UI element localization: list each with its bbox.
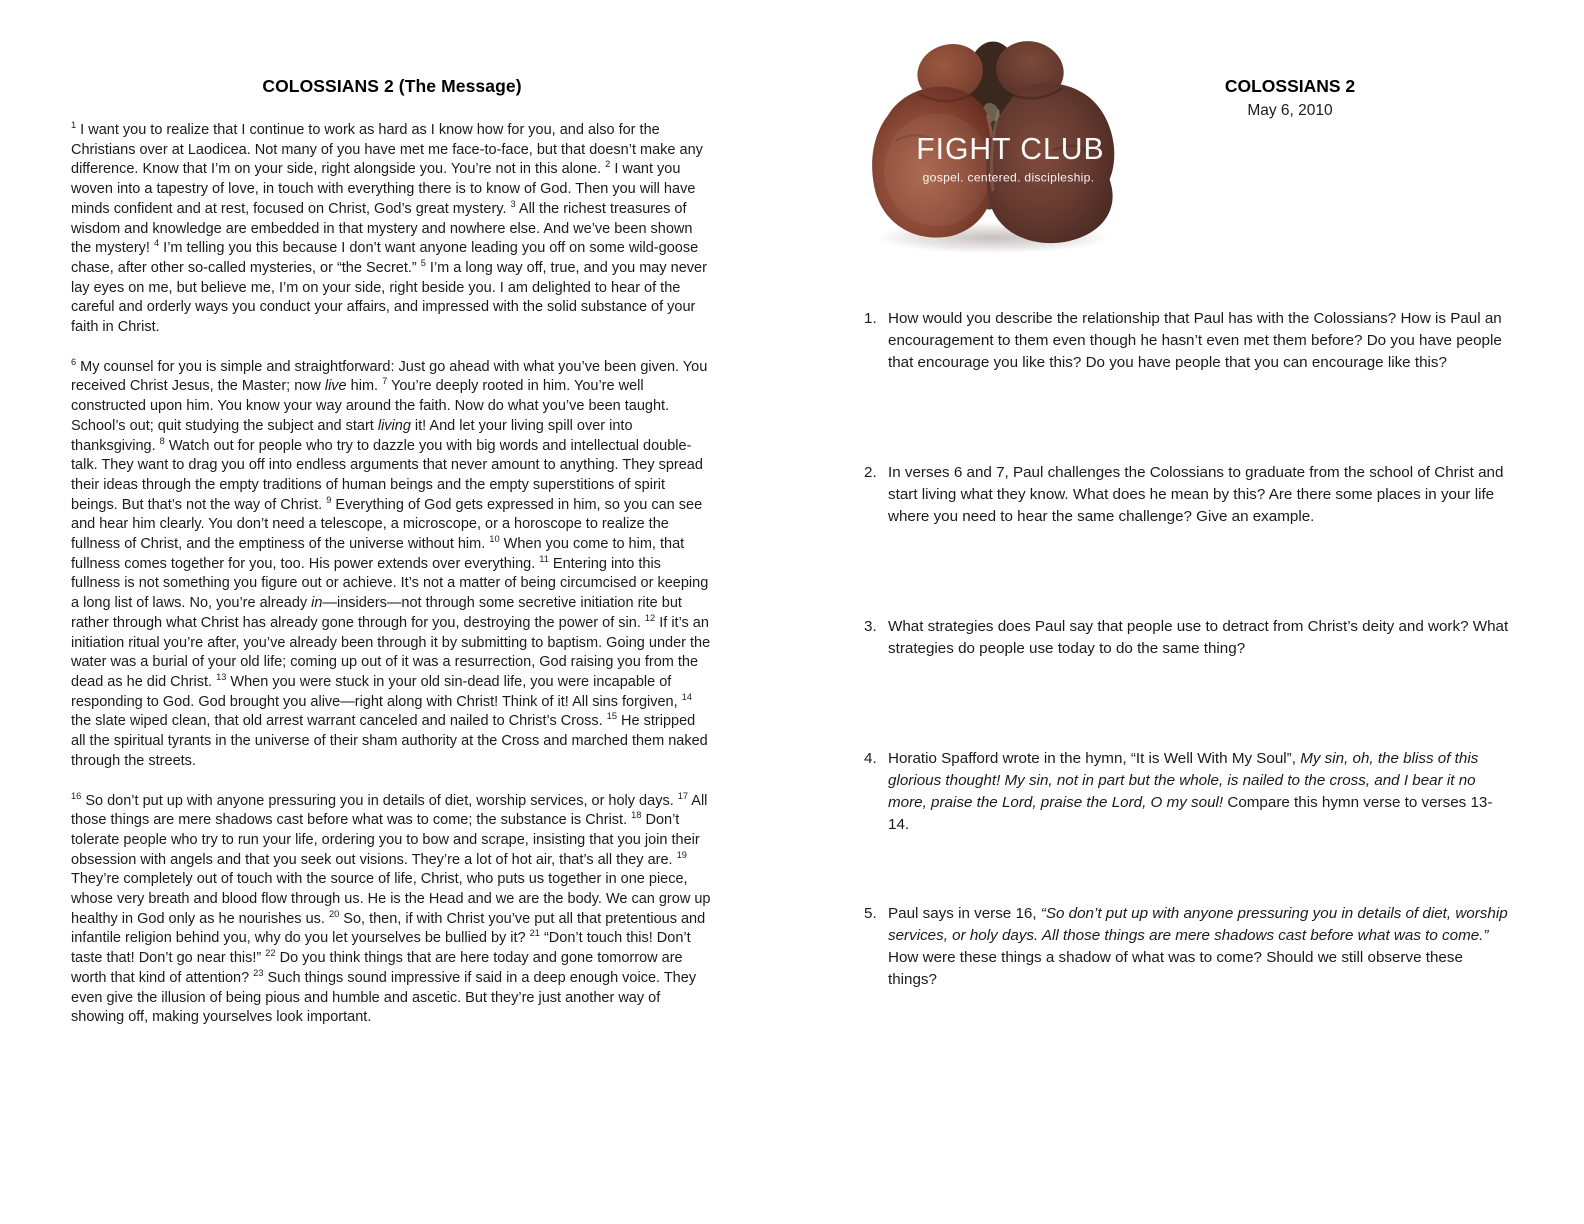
scripture-paragraph: $^{16}$ So don’t put up with anyone pressuring you in details of diet, worship services, or holy days. $^{17}$ All those things are mere shadows cast before what was to come; the substance is Christ. $^{18}$ Don’t tolerate people who try to run your life, ordering you to bow and scrape, insisting that you join their obsession with angels and that you seek out visions. They’re a lot of hot air, that’s all they are. $^{19}$ They’re completely out of touch with the source of life, Christ, who puts us together in one piece, whose very breath and blood flow through us. He is the Head and we are the body. We can grow up healthy in God only as he nourishes us. $^{20}$ So, then, if with Christ you’ve put all that pretentious and infantile religion behind you, why do you let yourselves be bullied by it? $^{21}$ “Don’t touch this! Don’t taste that! Don’t go near this!” $^{22}$ Do you think things that are here today and gone tomorrow are worth that kind of attention? $^{23}$ Such things sound impressive if said in a deep enough voice. They even give the illusion of being pious and humble and ascetic. But they’re just another way of showing off, making yourselves look important. (71, 790, 711, 1026)
question-list (864, 308, 1512, 991)
question-item (864, 308, 1512, 374)
question-text: How would you describe the relationship that Paul has with the Colossians? How is Paul an encouragement to them even though he hasn’t even met them before? Do you have people that encourage you like this? Do you have people that you can encourage like this? (888, 310, 1502, 371)
study-date: May 6, 2010 (1247, 102, 1333, 119)
study-heading (1152, 76, 1428, 120)
question-number: 3. (864, 618, 877, 635)
question-item (864, 616, 1512, 660)
boxing-gloves-image (845, 22, 1137, 265)
question-item (864, 462, 1512, 528)
scripture-paragraph: $^6$ My counsel for you is simple and straightforward: Just go ahead with what you’ve been given. You received Christ Jesus, the Master; now live him. $^7$ You’re deeply rooted in him. You’re well constructed upon him. You know your way around the faith. Now do what you’ve been taught. School’s out; quit studying the subject and start living it! And let your living spill over into thanksgiving. $^8$ Watch out for people who try to dazzle you with big words and intellectual double-talk. They want to drag you off into endless arguments that never amount to anything. They spread their ideas through the empty traditions of human beings and the empty superstitions of spirit beings. But that’s not the way of Christ. $^9$ Everything of God gets expressed in him, so you can see and hear him clearly. You don’t need a telescope, a microscope, or a horoscope to realize the fullness of Christ, and the emptiness of the universe without him. $^{10}$ When you come to him, that fullness comes together for you, too. His power extends over everything. $^{11}$ Entering into this fullness is not something you figure out or achieve. It’s not a matter of being circumcised or keeping a long list of laws. No, you’re already in—insiders—not through some secretive initiation rite but rather through what Christ has already gone through for you, destroying the power of sin. $^{12}$ If it’s an initiation ritual you’re after, you’ve already been through it by submitting to baptism. Going under the water was a burial of your old life; coming up out of it was a resurrection, God raising you from the dead as he did Christ. $^{13}$ When you were stuck in your old sin-dead life, you were incapable of responding to God. God brought you alive—right along with Christ! Think of it! All sins forgiven, $^{14}$ the slate wiped clean, that old arrest warrant canceled and nailed to Christ’s Cross. $^{15}$ He stripped all the spiritual tyrants in the universe of their sham authority at the Cross and marched them naked through the streets. (71, 356, 711, 769)
question-text: In verses 6 and 7, Paul challenges the Colossians to graduate from the school of Christ and start living what they know. What does he mean by this? Are there some places in your life where you need to hear the same challenge? Give an example. (888, 464, 1504, 525)
question-number: 2. (864, 464, 877, 481)
question-item (864, 748, 1512, 836)
scripture-paragraph: $^1$ I want you to realize that I continue to work as hard as I know how for you, and also for the Christians over at Laodicea. Not many of you have met me face-to-face, but that doesn’t make any difference. Know that I’m on your side, right alongside you. You’re not in this alone. $^2$ I want you woven into a tapestry of love, in touch with everything there is to know of God. Then you will have minds confident and at rest, focused on Christ, God’s great mystery. $^3$ All the richest treasures of wisdom and knowledge are embedded in that mystery and nowhere else. And we’ve been shown the mystery! $^4$ I’m telling you this because I don’t want anyone leading you off on some wild-goose chase, after other so-called mysteries, or “the Secret.” $^5$ I’m a long way off, true, and you may never lay eyes on me, but believe me, I’m on your side, right beside you. I am delighted to hear of the careful and orderly ways you conduct your affairs, and impressed with the solid substance of your faith in Christ. (71, 120, 707, 336)
question-number: 4. (864, 750, 877, 767)
question-number: 5. (864, 905, 877, 922)
question-text: What strategies does Paul say that people use to detract from Christ’s deity and work? What strategies do people use today to do the same thing? (888, 618, 1509, 657)
study-title: COLOSSIANS 2 (1224, 76, 1356, 96)
question-text: Paul says in verse 16, “So don’t put up with anyone pressuring you in details of diet, worship services, or holy days. All those things are mere shadows cast before what was to come.” How were these things a shadow of what was to come? Should we still observe these things? (888, 905, 1508, 988)
question-number: 1. (864, 310, 877, 327)
scripture-title: COLOSSIANS 2 (The Message) (262, 76, 522, 96)
fight-club-logo (845, 22, 1137, 265)
logo-tagline: gospel. centered. discipleship. (922, 170, 1095, 185)
question-item (864, 903, 1512, 991)
logo-title: FIGHT CLUB (916, 133, 1105, 167)
question-text: Horatio Spafford wrote in the hymn, “It is Well With My Soul”, My sin, oh, the bliss of this glorious thought! My sin, not in part but the whole, is nailed to the cross, and I bear it no more, praise the Lord, praise the Lord, O my soul! Compare this hymn verse to verses 13-14. (888, 750, 1493, 833)
scripture-column (71, 76, 713, 1028)
